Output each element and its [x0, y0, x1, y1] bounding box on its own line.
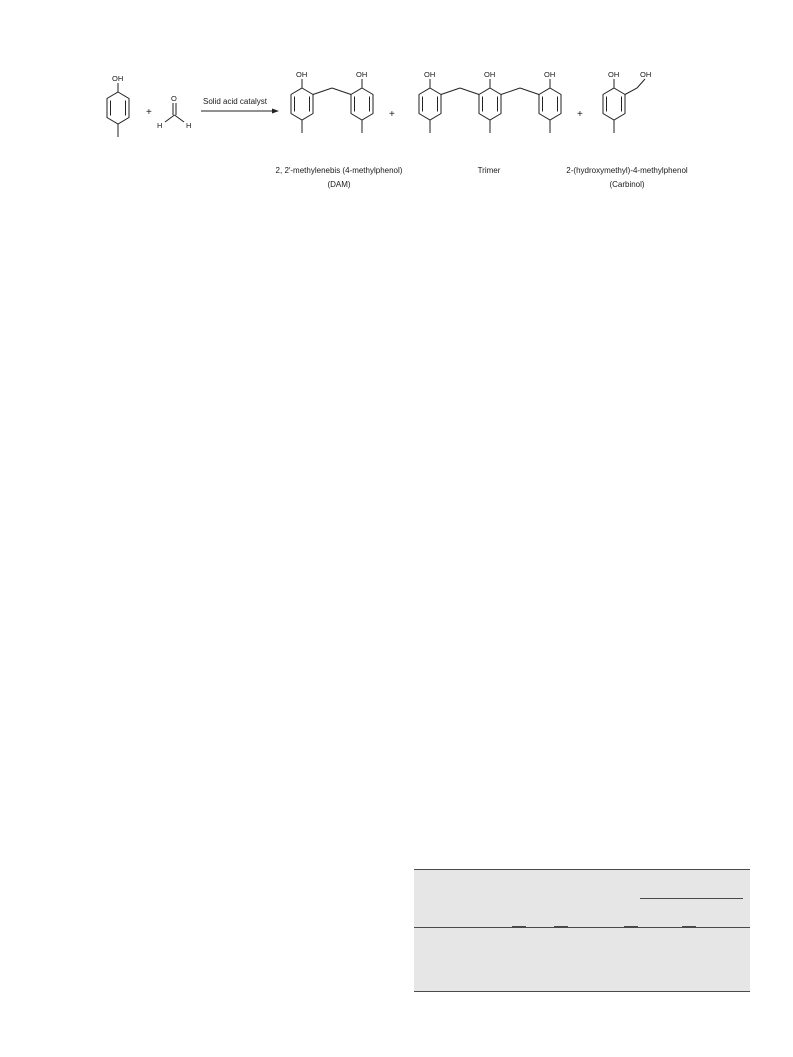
table-column-rule	[624, 926, 638, 928]
carbinol-oh-label: OH	[608, 70, 620, 79]
carbinol-abbr-label: (Carbinol)	[609, 180, 645, 189]
trimer-name-label: Trimer	[477, 166, 501, 175]
plus-sign: +	[577, 109, 583, 120]
p-cresol-structure	[107, 74, 129, 137]
dam-abbr-label: (DAM)	[327, 180, 351, 189]
trimer-oh-label: OH	[424, 70, 436, 79]
trimer-oh-label: OH	[544, 70, 556, 79]
table-column-rule	[512, 926, 526, 928]
plus-sign: +	[146, 107, 152, 118]
table-column-group-rule	[640, 898, 743, 899]
carbinol-structure	[603, 70, 651, 133]
trimer-oh-label: OH	[484, 70, 496, 79]
reaction-arrow	[201, 97, 279, 114]
dam-name-label: 2, 2′-methylenebis (4-methylphenol)	[275, 166, 403, 175]
table-header-rule	[414, 927, 750, 928]
catalyst-label: Solid acid catalyst	[203, 97, 268, 106]
dam-oh-label: OH	[296, 70, 308, 79]
carbinol-oh-label: OH	[640, 70, 652, 79]
trimer-structure	[419, 70, 561, 133]
reaction-scheme	[0, 0, 793, 220]
carbinol-name-label: 2-(hydroxymethyl)-4-methylphenol	[566, 166, 688, 175]
plus-sign: +	[389, 109, 395, 120]
formaldehyde-structure	[157, 94, 191, 130]
table-column-rule	[682, 926, 696, 928]
formaldehyde-h-label: H	[186, 121, 192, 130]
dam-oh-label: OH	[356, 70, 368, 79]
dam-structure	[291, 70, 373, 133]
table-column-rule	[554, 926, 568, 928]
formaldehyde-h-label: H	[157, 121, 163, 130]
p-cresol-oh-label: OH	[112, 74, 124, 83]
formaldehyde-o-label: O	[171, 94, 177, 103]
table-placeholder	[414, 869, 750, 992]
